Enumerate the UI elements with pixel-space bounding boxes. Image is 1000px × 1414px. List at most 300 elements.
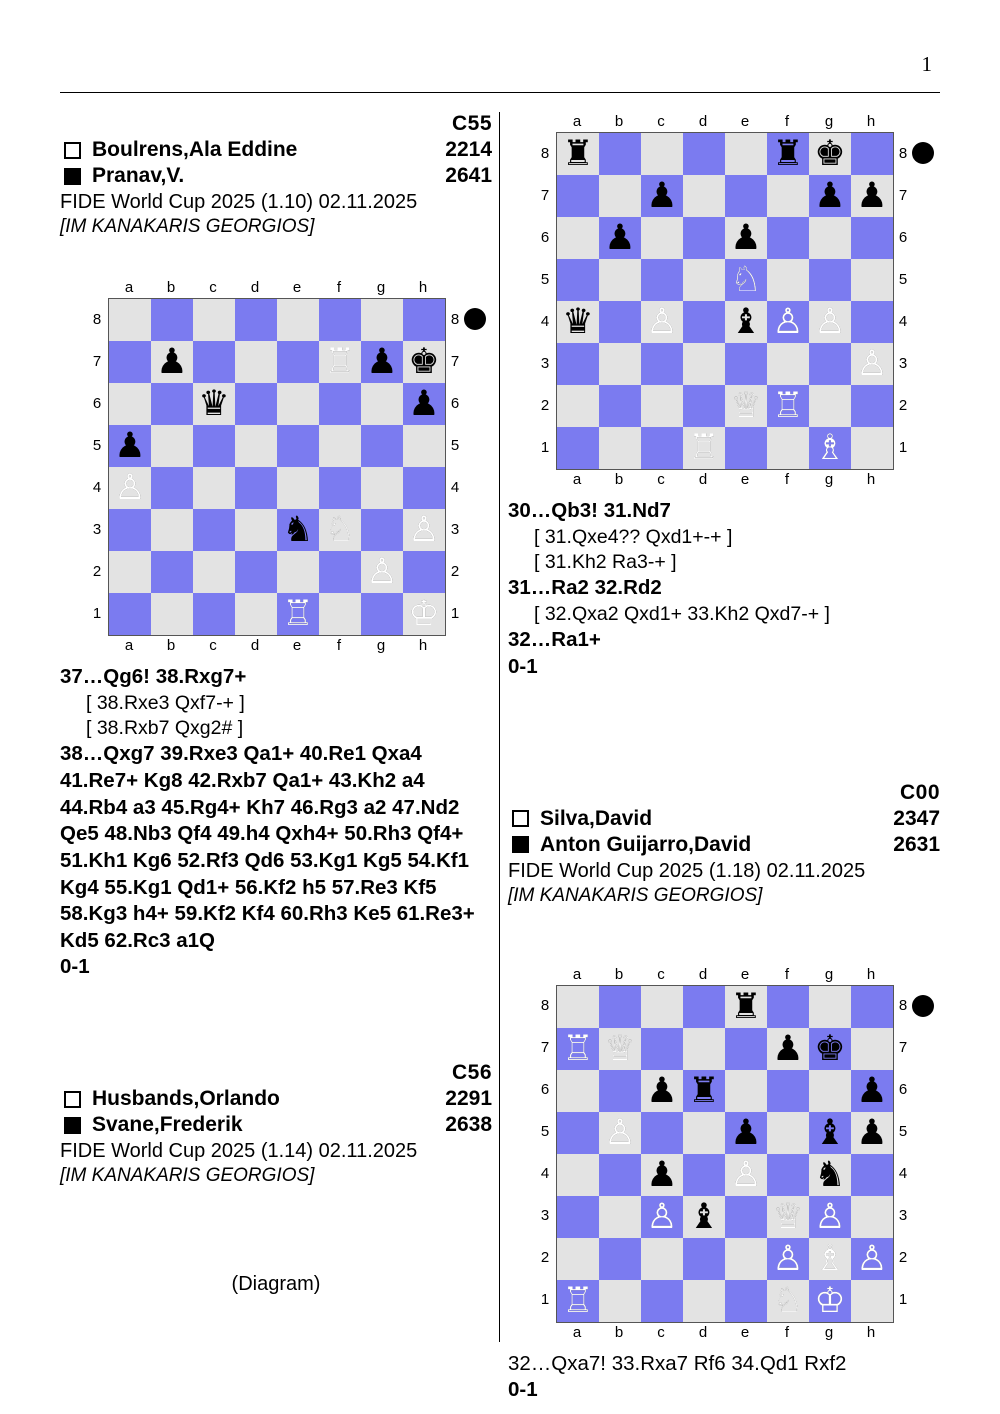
board-rank-labels-left [534, 985, 556, 1321]
board-square-g3 [809, 343, 851, 385]
file-label: g [376, 279, 386, 296]
board-file-labels-bottom [108, 636, 444, 656]
file-label: g [376, 637, 386, 654]
chess-piece: ♚ [814, 1029, 846, 1069]
board-rank-labels-right [892, 132, 914, 468]
rank-label: 4 [450, 478, 460, 496]
board-square-d6 [235, 383, 277, 425]
left-column [60, 112, 492, 1296]
white-square-icon [512, 810, 529, 827]
chess-piece: ♘ [772, 1281, 804, 1321]
board-square-e2 [725, 385, 767, 427]
rank-label: 5 [92, 436, 102, 454]
chess-piece: ♞ [814, 1155, 846, 1195]
board-square-g8 [361, 299, 403, 341]
rank-label: 8 [898, 144, 908, 162]
rank-label: 6 [450, 394, 460, 412]
move-line: 30…Qb3! 31.Nd7 [508, 499, 671, 522]
rank-label: 1 [540, 438, 550, 456]
move-line: 32…Qxa7! 33.Rxa7 Rf6 34.Qd1 Rxf2 [508, 1351, 847, 1375]
board-square-g1 [809, 427, 851, 469]
board-square-d1 [235, 593, 277, 635]
board-square-e1 [277, 593, 319, 635]
board-square-f6 [767, 1070, 809, 1112]
white-player-row-1 [60, 138, 492, 162]
board-square-h5 [851, 259, 893, 301]
board-rank-labels-left [86, 298, 108, 634]
chess-piece: ♖ [562, 1029, 594, 1069]
board-square-f4 [767, 1154, 809, 1196]
board-square-c1 [641, 1280, 683, 1322]
board-square-g6 [809, 217, 851, 259]
move-variation: [ 31.Kh2 Ra3-+ ] [534, 550, 677, 573]
board-square-e1 [725, 427, 767, 469]
file-label: b [614, 471, 624, 488]
board-square-c4 [641, 301, 683, 343]
chess-piece: ♖ [688, 428, 720, 468]
rank-label: 5 [898, 1123, 908, 1141]
board-square-c4 [193, 467, 235, 509]
rank-label: 1 [898, 1291, 908, 1309]
board-square-h2 [851, 1238, 893, 1280]
board-square-h3 [403, 509, 445, 551]
game-header-2 [60, 1061, 492, 1187]
board-square-g6 [809, 1070, 851, 1112]
chess-piece: ♟ [730, 218, 762, 258]
board-square-a4 [557, 1154, 599, 1196]
black-square-icon [512, 836, 529, 853]
board-square-e3 [277, 509, 319, 551]
rank-label: 7 [450, 352, 460, 370]
rank-label: 4 [92, 478, 102, 496]
board-square-c8 [641, 133, 683, 175]
file-label: b [614, 113, 624, 130]
board-square-a2 [109, 551, 151, 593]
file-label: a [572, 1323, 582, 1341]
chess-piece: ♖ [562, 1281, 594, 1321]
board-square-d2 [683, 1238, 725, 1280]
board-square-f3 [767, 343, 809, 385]
file-label: e [740, 965, 750, 983]
file-label: c [209, 637, 217, 654]
board-square-h6 [403, 383, 445, 425]
column-divider [499, 112, 500, 1342]
move-variation: [ 38.Rxe3 Qxf7-+ ] [86, 691, 245, 714]
board-square-f2 [767, 1238, 809, 1280]
board-square-h5 [851, 1112, 893, 1154]
move-variation: [ 31.Qxe4?? Qxd1+-+ ] [534, 525, 733, 548]
file-label: f [336, 637, 342, 654]
chess-piece: ♙ [814, 302, 846, 342]
file-label: a [572, 965, 582, 983]
board-square-h4 [851, 301, 893, 343]
game-header-1 [60, 112, 492, 238]
rank-label: 3 [540, 1207, 550, 1225]
file-label: e [292, 279, 302, 296]
board-square-d6 [683, 1070, 725, 1112]
board-square-f6 [767, 217, 809, 259]
black-player-row-2 [60, 1113, 492, 1137]
board-squares [556, 132, 894, 470]
board-square-e6 [277, 383, 319, 425]
chess-piece: ♖ [324, 342, 356, 382]
chess-piece: ♙ [814, 1197, 846, 1237]
board-square-e1 [725, 1280, 767, 1322]
board-square-b8 [151, 299, 193, 341]
board-square-b2 [599, 1238, 641, 1280]
board-square-b4 [151, 467, 193, 509]
board-square-a6 [557, 1070, 599, 1112]
chess-piece: ♟ [856, 176, 888, 216]
board-square-a1 [557, 427, 599, 469]
board-square-b7 [599, 175, 641, 217]
rank-label: 3 [540, 354, 550, 372]
file-label: e [292, 637, 302, 654]
annotator-line-2: [IM KANAKARIS GEORGIOS] [60, 1165, 315, 1187]
board-square-g5 [809, 259, 851, 301]
board-square-h2 [403, 551, 445, 593]
board-square-d2 [235, 551, 277, 593]
move-text-3 [508, 1351, 940, 1404]
chess-piece: ♙ [856, 1239, 888, 1279]
board-square-e4 [725, 301, 767, 343]
board-square-e2 [277, 551, 319, 593]
file-label: e [740, 113, 750, 130]
file-label: b [614, 965, 624, 983]
board-square-b4 [599, 1154, 641, 1196]
chess-piece: ♖ [282, 594, 314, 634]
file-label: d [250, 637, 260, 654]
black-player-name-1: Pranav,V. [92, 164, 185, 187]
game-result: 0-1 [508, 1378, 538, 1402]
chess-piece: ♟ [772, 1029, 804, 1069]
board-square-e6 [725, 1070, 767, 1112]
board-square-d3 [235, 509, 277, 551]
move-variation: [ 38.Rxb7 Qxg2# ] [86, 716, 244, 739]
board-square-c5 [641, 259, 683, 301]
board-square-b3 [599, 343, 641, 385]
board-square-h3 [851, 1196, 893, 1238]
black-player-rating-1: 2641 [445, 164, 492, 187]
board-square-a8 [109, 299, 151, 341]
board-square-d4 [235, 467, 277, 509]
board-square-a5 [557, 1112, 599, 1154]
board-square-f8 [767, 133, 809, 175]
rank-label: 3 [450, 520, 460, 538]
board-square-f8 [767, 986, 809, 1028]
board-square-f4 [319, 467, 361, 509]
rank-label: 2 [540, 396, 550, 414]
rank-label: 4 [540, 1165, 550, 1183]
file-label: c [657, 113, 665, 130]
board-square-a1 [557, 1280, 599, 1322]
board-square-f7 [767, 175, 809, 217]
board-square-d7 [683, 1028, 725, 1070]
file-label: g [824, 1323, 834, 1341]
board-square-e5 [725, 259, 767, 301]
board-square-g5 [809, 1112, 851, 1154]
board-square-d7 [683, 175, 725, 217]
chess-diagram-top-right [508, 112, 940, 490]
board-square-h4 [851, 1154, 893, 1196]
board-square-b5 [151, 425, 193, 467]
board-square-g3 [809, 1196, 851, 1238]
game-header-3 [508, 781, 940, 907]
board-square-d2 [683, 385, 725, 427]
rank-label: 7 [898, 186, 908, 204]
board-squares [556, 985, 894, 1323]
board-square-h8 [403, 299, 445, 341]
board-square-f3 [767, 1196, 809, 1238]
rank-label: 2 [898, 1249, 908, 1267]
board-square-g7 [809, 175, 851, 217]
board-square-h2 [851, 385, 893, 427]
board-square-a7 [557, 1028, 599, 1070]
board-square-b7 [599, 1028, 641, 1070]
chess-piece: ♟ [646, 176, 678, 216]
board-square-f2 [767, 385, 809, 427]
board-square-b7 [151, 341, 193, 383]
board-square-d5 [235, 425, 277, 467]
white-player-name-1: Boulrens,Ala Eddine [92, 138, 298, 161]
board-square-c4 [641, 1154, 683, 1196]
board-square-f1 [319, 593, 361, 635]
board-square-h1 [851, 1280, 893, 1322]
file-label: c [209, 279, 217, 296]
chess-piece: ♙ [856, 344, 888, 384]
board-square-b6 [599, 217, 641, 259]
file-label: d [698, 113, 708, 130]
board-square-g4 [361, 467, 403, 509]
game-result: 0-1 [60, 955, 90, 979]
board-square-h6 [851, 217, 893, 259]
black-player-row-1 [60, 164, 492, 188]
board-square-g1 [809, 1280, 851, 1322]
rank-label: 8 [898, 997, 908, 1015]
file-label: g [824, 471, 834, 488]
chess-piece: ♗ [814, 428, 846, 468]
board-square-a4 [109, 467, 151, 509]
board-square-a2 [557, 385, 599, 427]
board-square-c3 [641, 1196, 683, 1238]
chess-piece: ♜ [772, 134, 804, 174]
chess-piece: ♔ [814, 1281, 846, 1321]
rank-label: 7 [540, 186, 550, 204]
rank-label: 5 [540, 1123, 550, 1141]
board-square-c6 [193, 383, 235, 425]
chess-piece: ♖ [772, 386, 804, 426]
chess-board-1 [60, 278, 492, 656]
board-square-b5 [599, 1112, 641, 1154]
rank-label: 2 [540, 1249, 550, 1267]
file-label: b [614, 1323, 624, 1341]
board-square-f7 [319, 341, 361, 383]
white-player-row-3 [508, 807, 940, 831]
white-player-rating-3: 2347 [893, 806, 940, 830]
rank-label: 2 [92, 562, 102, 580]
board-square-h5 [403, 425, 445, 467]
board-square-c5 [193, 425, 235, 467]
chess-piece: ♕ [604, 1029, 636, 1069]
board-square-g8 [809, 133, 851, 175]
board-square-c3 [641, 343, 683, 385]
chess-piece: ♙ [730, 1155, 762, 1195]
chess-piece: ♟ [856, 1113, 888, 1153]
diagram-placeholder-2: (Diagram) [231, 1273, 321, 1296]
board-square-b6 [599, 1070, 641, 1112]
file-label: a [572, 113, 582, 130]
rank-label: 6 [898, 1081, 908, 1099]
board-square-e8 [725, 986, 767, 1028]
board-square-f5 [767, 1112, 809, 1154]
board-square-e5 [277, 425, 319, 467]
chess-piece: ♘ [324, 510, 356, 550]
page-number: 1 [921, 52, 932, 76]
board-square-h3 [851, 343, 893, 385]
chess-piece: ♝ [814, 1113, 846, 1153]
rank-label: 7 [540, 1039, 550, 1057]
chess-piece: ♙ [114, 468, 146, 508]
board-square-c7 [641, 175, 683, 217]
board-square-h6 [851, 1070, 893, 1112]
rank-label: 6 [540, 1081, 550, 1099]
chess-board-3 [508, 965, 940, 1343]
white-square-icon [64, 1091, 81, 1108]
move-text-1 [60, 664, 492, 981]
board-square-b1 [599, 427, 641, 469]
black-square-icon [64, 1117, 81, 1134]
file-label: g [824, 965, 834, 983]
move-text-top-right [508, 498, 940, 681]
board-square-d3 [683, 1196, 725, 1238]
chess-diagram-1 [60, 278, 492, 656]
board-square-a2 [557, 1238, 599, 1280]
board-square-e4 [277, 467, 319, 509]
black-player-name-3: Anton Guijarro,David [540, 832, 752, 856]
chess-board-top-right [508, 112, 940, 490]
chess-piece: ♜ [730, 987, 762, 1027]
rank-label: 4 [540, 312, 550, 330]
board-square-g4 [809, 301, 851, 343]
board-square-b5 [599, 259, 641, 301]
file-label: h [418, 637, 428, 654]
white-player-rating-2: 2291 [445, 1087, 492, 1111]
chess-piece: ♟ [646, 1071, 678, 1111]
board-square-b8 [599, 133, 641, 175]
file-label: f [784, 965, 790, 983]
board-square-a7 [109, 341, 151, 383]
black-player-rating-3: 2631 [893, 832, 940, 856]
rank-label: 2 [450, 562, 460, 580]
chess-piece: ♙ [366, 552, 398, 592]
file-label: h [866, 471, 876, 488]
board-square-e7 [725, 1028, 767, 1070]
board-square-f2 [319, 551, 361, 593]
board-square-h1 [851, 427, 893, 469]
board-square-e6 [725, 217, 767, 259]
black-player-rating-2: 2638 [445, 1113, 492, 1137]
board-square-h1 [403, 593, 445, 635]
chess-piece: ♟ [814, 176, 846, 216]
board-square-h7 [851, 1028, 893, 1070]
board-square-g6 [361, 383, 403, 425]
file-label: d [250, 279, 260, 296]
file-label: g [824, 113, 834, 130]
board-square-e4 [725, 1154, 767, 1196]
board-rank-labels-left [534, 132, 556, 468]
board-square-a3 [557, 343, 599, 385]
black-player-row-3 [508, 833, 940, 857]
board-square-f5 [319, 425, 361, 467]
file-label: h [866, 1323, 876, 1341]
chess-piece: ♙ [646, 1197, 678, 1237]
board-square-a8 [557, 986, 599, 1028]
board-square-d7 [235, 341, 277, 383]
board-square-d8 [235, 299, 277, 341]
chess-piece: ♝ [688, 1197, 720, 1237]
board-square-g7 [809, 1028, 851, 1070]
board-square-d1 [683, 427, 725, 469]
white-player-name-3: Silva,David [540, 806, 653, 830]
chess-piece: ♚ [814, 134, 846, 174]
rank-label: 1 [898, 438, 908, 456]
board-square-d4 [683, 1154, 725, 1196]
board-square-a5 [109, 425, 151, 467]
chess-piece: ♟ [856, 1071, 888, 1111]
board-square-h8 [851, 986, 893, 1028]
move-line: 37…Qg6! 38.Rxg7+ [60, 665, 247, 688]
board-square-b2 [599, 385, 641, 427]
chess-piece: ♞ [282, 510, 314, 550]
board-square-e3 [725, 343, 767, 385]
chess-piece: ♗ [814, 1239, 846, 1279]
event-line-3: FIDE World Cup 2025 (1.18) 02.11.2025 [508, 859, 866, 882]
board-square-b3 [151, 509, 193, 551]
board-square-g2 [361, 551, 403, 593]
board-square-c7 [193, 341, 235, 383]
board-square-e2 [725, 1238, 767, 1280]
white-player-row-2 [60, 1087, 492, 1111]
board-square-a8 [557, 133, 599, 175]
board-file-labels-top [556, 112, 892, 132]
board-file-labels-top [108, 278, 444, 298]
board-square-b8 [599, 986, 641, 1028]
rank-label: 8 [540, 144, 550, 162]
rank-label: 8 [540, 997, 550, 1015]
rank-label: 5 [450, 436, 460, 454]
board-square-c2 [641, 385, 683, 427]
board-square-c3 [193, 509, 235, 551]
file-label: a [124, 279, 134, 296]
rank-label: 1 [450, 604, 460, 622]
board-square-f1 [767, 1280, 809, 1322]
chess-piece: ♙ [772, 1239, 804, 1279]
board-square-f1 [767, 427, 809, 469]
board-square-b1 [599, 1280, 641, 1322]
rank-label: 6 [540, 228, 550, 246]
side-to-move-indicator [464, 308, 486, 330]
board-square-d4 [683, 301, 725, 343]
board-file-labels-bottom [556, 1323, 892, 1343]
annotator-line-3: [IM KANAKARIS GEORGIOS] [508, 884, 763, 906]
file-label: f [784, 1323, 790, 1341]
board-square-d6 [683, 217, 725, 259]
chess-piece: ♙ [772, 302, 804, 342]
chess-piece: ♙ [604, 1113, 636, 1153]
chess-piece: ♙ [408, 510, 440, 550]
white-player-rating-1: 2214 [445, 138, 492, 161]
file-label: b [166, 637, 176, 654]
